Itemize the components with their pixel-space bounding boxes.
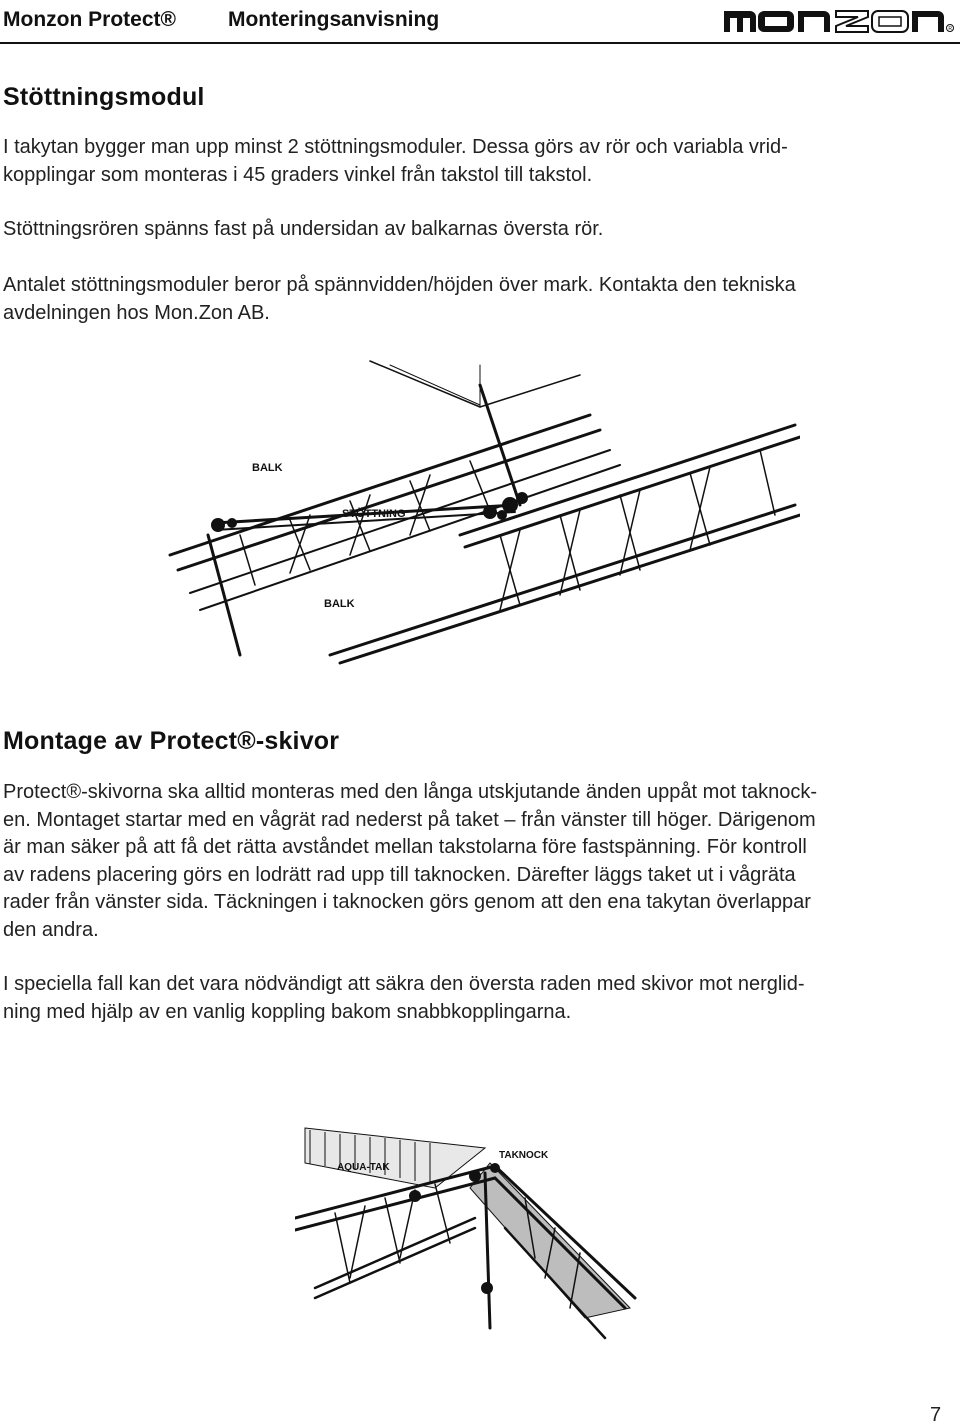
label-stottning: STÖTTNING — [342, 508, 406, 520]
header-title — [3, 8, 439, 32]
paragraph — [3, 272, 796, 327]
monzon-logo — [722, 6, 956, 34]
text-line: I speciella fall kan det vara nödvändigt att säkra den översta raden med skivor mot nerglid- — [3, 973, 805, 995]
svg-text:R: R — [948, 26, 953, 33]
paragraph — [3, 134, 788, 189]
label-aquatak: AQUA-TAK — [337, 1162, 390, 1173]
paragraph — [3, 779, 817, 944]
paragraph — [3, 971, 805, 1026]
text-line: en. Montaget startar med en vågrät rad nederst på taket – från vänster till höger. Därigenom — [3, 808, 816, 831]
header-doc-type: Monteringsanvisning — [227, 8, 440, 31]
text-line: Antalet stöttningsmoduler beror på spännvidden/höjden över mark. Kontakta den tekniska — [3, 274, 796, 296]
text-line: ning med hjälp av en vanlig koppling bakom snabbkopplingarna. — [3, 1000, 572, 1023]
page-header — [0, 0, 960, 42]
page-number: 7 — [930, 1404, 942, 1426]
label-balk-bottom: BALK — [324, 598, 355, 610]
text-line: I takytan bygger man upp minst 2 stöttningsmoduler. Dessa görs av rör och variabla vrid- — [3, 136, 788, 158]
text-line: är man säker på att få det rätta avståndet mellan takstolarna före fastspänning. För kontroll — [3, 836, 807, 858]
roof-ridge-illustration — [295, 1118, 655, 1348]
text-line: den andra. — [3, 918, 99, 941]
paragraph: Stöttningsrören spänns fast på undersidan av balkarnas översta rör. — [3, 218, 604, 240]
text-line: av radens placering görs en lodrätt rad upp till taknocken. Därefter läggs taket ut i vågräta — [3, 863, 796, 886]
section-title-montage: Montage av Protect®-skivor — [3, 727, 340, 755]
text-line: kopplingar som monteras i 45 graders vinkel från takstol till takstol. — [3, 163, 593, 186]
text-line: avdelningen hos Mon.Zon AB. — [3, 301, 270, 324]
section-title-stottningsmodul: Stöttningsmodul — [3, 83, 205, 111]
header-rule — [0, 42, 960, 44]
label-balk-top: BALK — [252, 462, 283, 474]
header-product: Monzon Protect® — [3, 8, 176, 31]
text-line: Protect®-skivorna ska alltid monteras med den långa utskjutande änden uppåt mot taknock- — [3, 781, 818, 803]
label-taknock: TAKNOCK — [499, 1150, 549, 1161]
text-line: rader från vänster sida. Täckningen i taknocken görs genom att den ena takytan överlappar — [3, 891, 811, 913]
bracing-module-illustration — [160, 355, 800, 665]
